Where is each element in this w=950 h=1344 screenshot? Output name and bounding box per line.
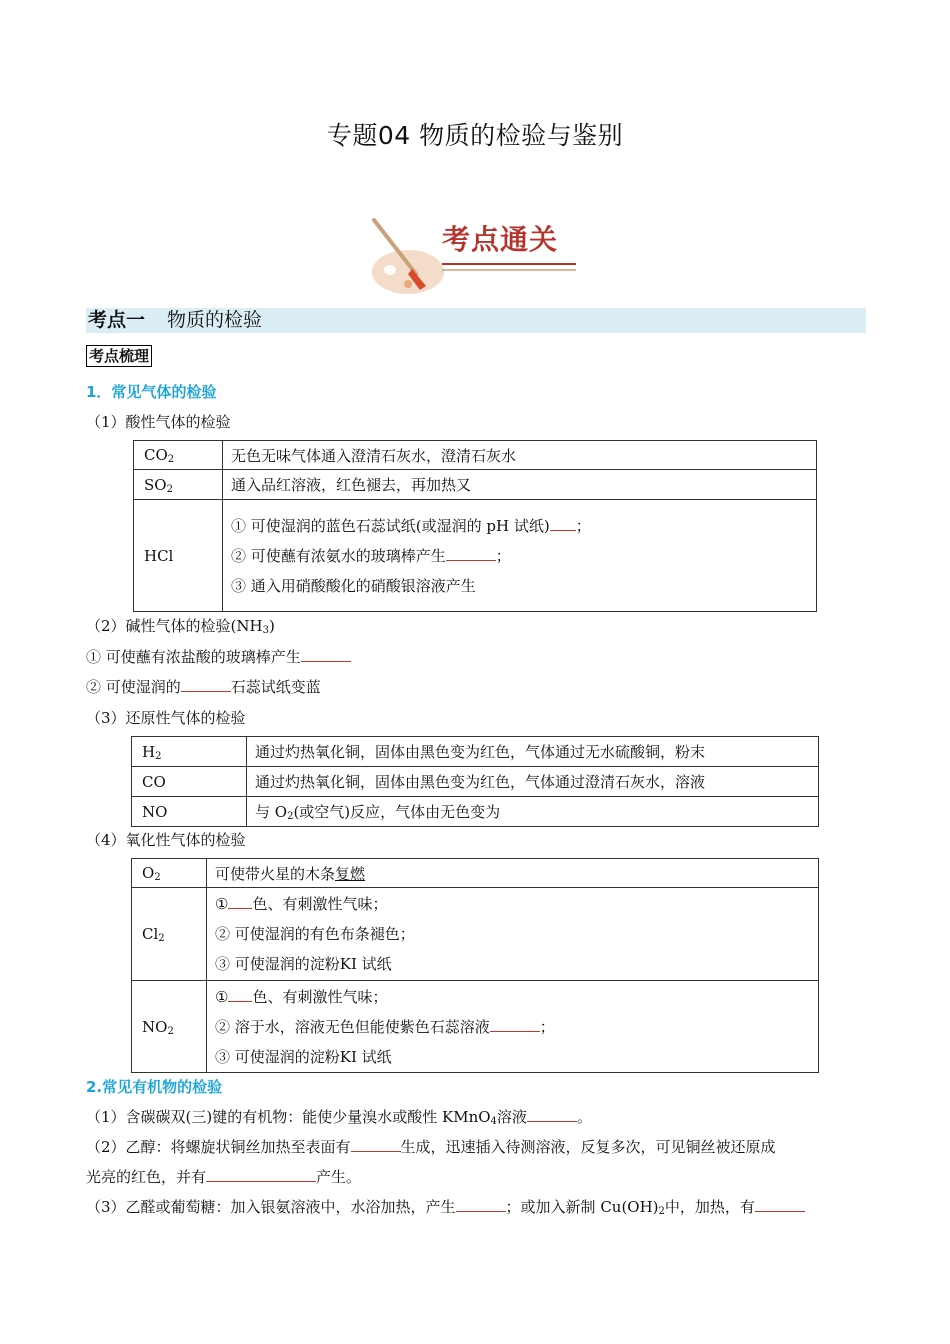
- gas-label: $SO_2$: [134, 470, 223, 500]
- reduce-heading: （3）还原性气体的检验: [86, 709, 246, 727]
- gas-test: ① 色、有刺激性气味； ② 可使湿润的有色布条褪色； ③ 可使湿润的淀粉KI 试纸: [207, 888, 819, 981]
- answer-blank[interactable]: [527, 1107, 577, 1122]
- gas-test: 通过灼热氧化铜，固体由黑色变为红色，气体通过澄清石灰水，溶液: [247, 767, 819, 797]
- section-name: 物质的检验: [167, 309, 263, 331]
- table-row: [134, 500, 817, 612]
- oxid-heading: （4）氧化性气体的检验: [86, 831, 246, 849]
- answer-blank[interactable]: [351, 1137, 401, 1152]
- gas-label: $CO_2$: [134, 441, 223, 470]
- answer-blank[interactable]: [181, 677, 231, 692]
- gas-test: 通过灼热氧化铜，固体由黑色变为红色，气体通过无水硫酸铜，粉末: [247, 737, 819, 767]
- summary-tag: 考点梳理: [86, 345, 152, 367]
- answer-blank[interactable]: [490, 1017, 540, 1032]
- gas-test: 通入品红溶液，红色褪去，再加热又: [223, 470, 817, 500]
- table-row: [132, 767, 819, 797]
- acid-heading: （1）酸性气体的检验: [86, 413, 231, 431]
- gas-label: $O_2$: [132, 859, 207, 888]
- subheading-gas: 1．常见气体的检验: [86, 383, 217, 401]
- answer-blank[interactable]: [550, 516, 576, 531]
- organic-line-3: 光亮的红色，并有 产生。: [86, 1168, 362, 1186]
- answer-blank[interactable]: [456, 1197, 506, 1212]
- answer-blank[interactable]: [206, 1167, 316, 1182]
- answer-blank[interactable]: [446, 546, 496, 561]
- answer-blank[interactable]: [301, 647, 351, 662]
- gas-test: 可使带火星的木条复燃: [207, 859, 819, 888]
- answer-blank[interactable]: [228, 987, 252, 1002]
- base-line-2: ② 可使湿润的 石蕊试纸变蓝: [86, 678, 321, 696]
- reducing-gas-table: [131, 736, 819, 827]
- page-title: 专题04 物质的检验与鉴别: [326, 121, 624, 150]
- organic-line-4: （3）乙醛或葡萄糖：加入银氨溶液中，水浴加热，产生 ；或加入新制 $Cu(OH)_2$中，加热，有: [86, 1197, 805, 1217]
- gas-label: HCl: [134, 500, 223, 612]
- gas-label: NO: [132, 797, 247, 827]
- table-row: [132, 797, 819, 827]
- table-row: [132, 859, 819, 888]
- table-row: [132, 888, 819, 981]
- banner-text: 考点通关: [442, 223, 559, 256]
- table-row: [134, 441, 817, 470]
- table-row: [132, 737, 819, 767]
- answer-blank[interactable]: [228, 894, 252, 909]
- answer-blank[interactable]: [755, 1197, 805, 1212]
- oxidizing-gas-table: [131, 858, 819, 1073]
- table-row: [134, 470, 817, 500]
- gas-label: $NO_2$: [132, 981, 207, 1073]
- gas-test: ① 可使湿润的蓝色石蕊试纸(或湿润的 pH 试纸) ； ② 可使蘸有浓氨水的玻璃棒产生 ； ③ 通入用硝酸酸化的硝酸银溶液产生: [223, 500, 817, 612]
- base-heading: （2）碱性气体的检验$(NH_3)$: [86, 617, 275, 636]
- gas-test: ① 色、有刺激性气味； ② 溶于水，溶液无色但能使紫色石蕊溶液 ； ③ 可使湿润的淀粉KI 试纸: [207, 981, 819, 1073]
- section-heading: [86, 308, 866, 333]
- gas-label: $Cl_2$: [132, 888, 207, 981]
- organic-line-2: （2）乙醇：将螺旋状铜丝加热至表面有 生成，迅速插入待测溶液，反复多次，可见铜丝被还原成: [86, 1138, 776, 1156]
- section-label: 考点一: [88, 309, 146, 331]
- gas-test: 无色无味气体通入澄清石灰水，澄清石灰水: [223, 441, 817, 470]
- subheading-organic: 2.常见有机物的检验: [86, 1078, 223, 1096]
- organic-line-1: （1）含碳碳双(三)键的有机物：能使少量溴水或酸性 KMnO$_4$溶液 。: [86, 1108, 592, 1127]
- acid-gas-table: [133, 440, 817, 612]
- gas-label: $H_2$: [132, 737, 247, 767]
- gas-label: CO: [132, 767, 247, 797]
- base-line-1: ① 可使蘸有浓盐酸的玻璃棒产生: [86, 647, 351, 667]
- gas-test: 与 $O_2$(或空气)反应，气体由无色变为: [247, 797, 819, 827]
- table-row: [132, 981, 819, 1073]
